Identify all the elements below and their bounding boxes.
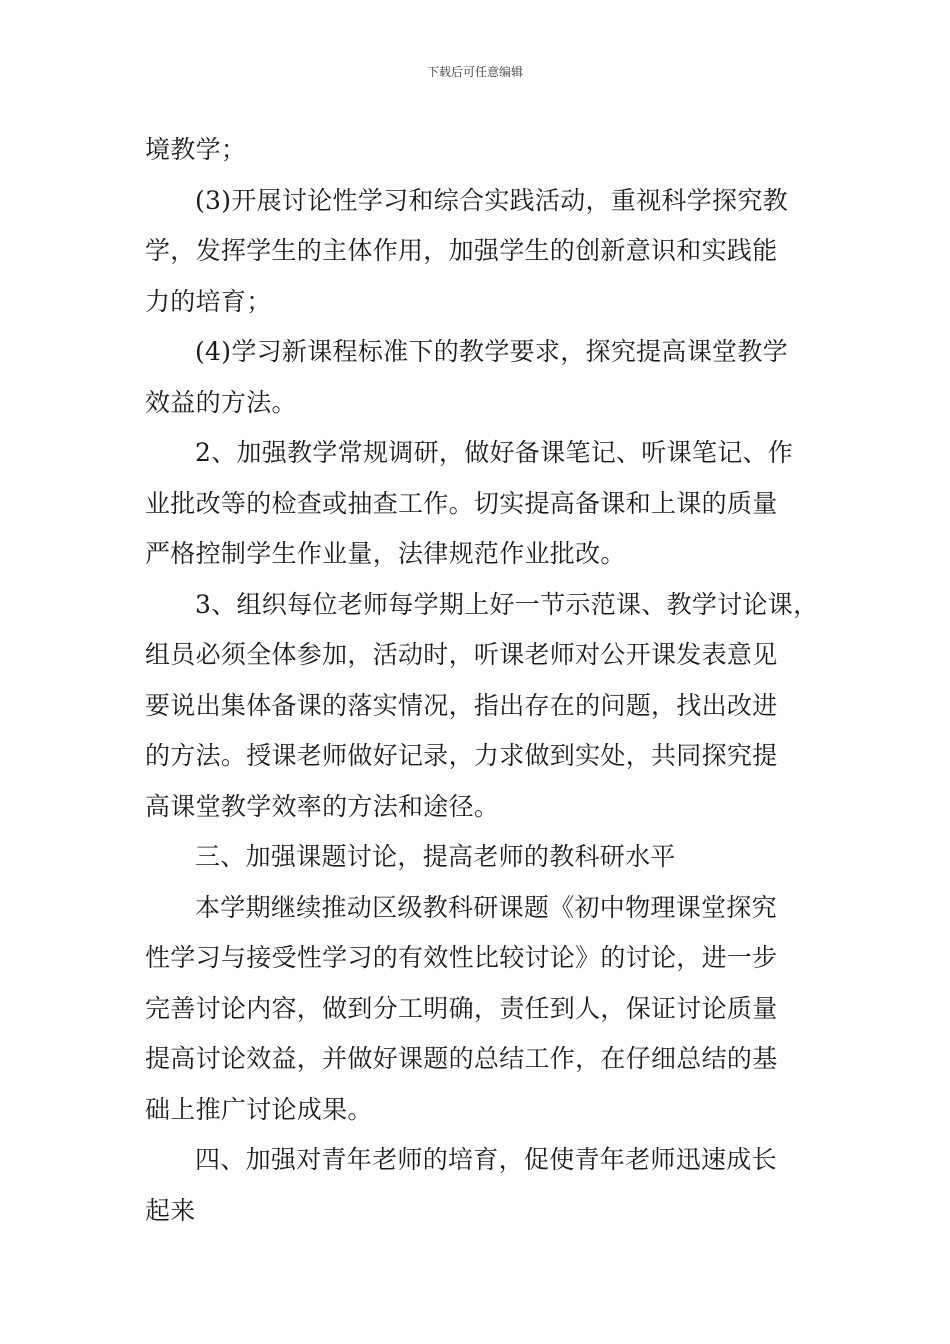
- text-line: 严格控制学生作业量，法律规范作业批改。: [145, 539, 626, 568]
- document-body: [145, 125, 819, 1236]
- text-line: 础上推广讨论成果。: [145, 1094, 373, 1124]
- section-heading: 四、加强对青年老师的培育，促使青年老师迅速成长: [195, 1145, 777, 1174]
- text-line: 境教学；: [145, 135, 247, 164]
- section-heading: 三、加强课题讨论，提高老师的教科研水平: [195, 842, 676, 871]
- text-line: 性学习与接受性学习的有效性比较讨论》的讨论，进一步: [145, 943, 778, 972]
- text-line: 3、组织每位老师每学期上好一节示范课、教学讨论课，: [195, 589, 819, 619]
- text-line: (4)学习新课程标准下的教学要求，探究提高课堂教学: [195, 337, 788, 366]
- text-line: 提高讨论效益，并做好课题的总结工作，在仔细总结的基: [145, 1044, 778, 1073]
- text-line: 完善讨论内容，做到分工明确，责任到人，保证讨论质量: [145, 993, 778, 1023]
- text-line: 2、加强教学常规调研，做好备课笔记、听课笔记、作: [195, 438, 794, 467]
- text-line: 力的培育；: [145, 286, 272, 316]
- text-line: 业批改等的检查或抽查工作。切实提高备课和上课的质量: [145, 488, 778, 518]
- text-line: 组员必须全体参加，活动时，听课老师对公开课发表意见: [145, 640, 778, 669]
- text-line: 要说出集体备课的落实情况，指出存在的问题，找出改进: [145, 690, 778, 720]
- text-line: 效益的方法。: [145, 387, 297, 417]
- text-line: 的方法。授课老师做好记录，力求做到实处，共同探究提: [145, 741, 778, 770]
- text-line: 起来: [145, 1195, 196, 1225]
- text-line: 学，发挥学生的主体作用，加强学生的创新意识和实践能: [145, 236, 778, 265]
- text-line: 高课堂教学效率的方法和途径。: [145, 791, 500, 821]
- page-header: 下载后可任意编辑: [426, 65, 523, 79]
- text-line: (3)开展讨论性学习和综合实践活动，重视科学探究教: [195, 185, 788, 215]
- text-line: 本学期继续推动区级教科研课题《初中物理课堂探究: [195, 892, 777, 922]
